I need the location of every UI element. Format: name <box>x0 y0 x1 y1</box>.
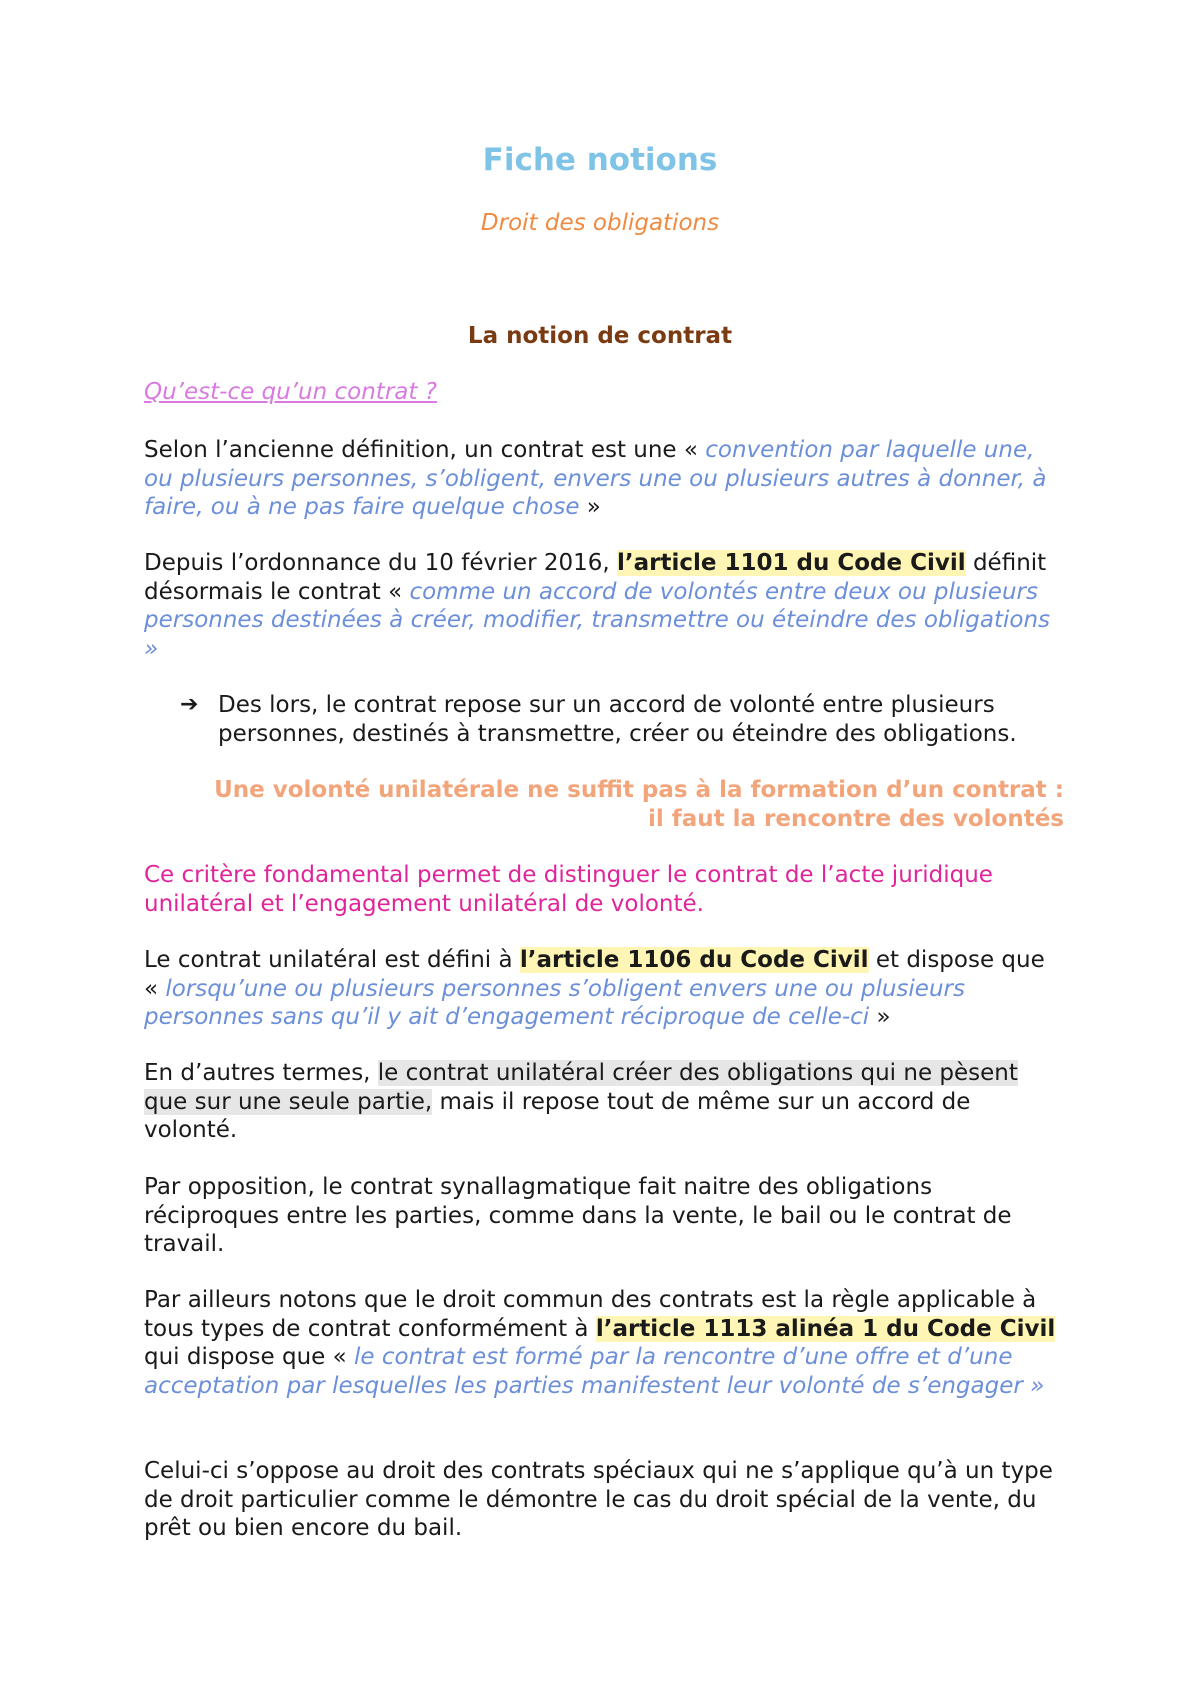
paragraph-text: Selon l’ancienne définition, un contrat est une « <box>144 437 706 463</box>
paragraph-special-contracts: Celui-ci s’oppose au droit des contrats spéciaux qui ne s’applique qu’à un type de droit particulier comme le démontre le cas du droit spécial de la vente, du prêt ou bien encore du bail. <box>144 1458 1053 1541</box>
paragraph-text: définit désormais le contrat « <box>144 550 1047 605</box>
paragraph-text: Par ailleurs notons que le droit commun des contrats est la règle applicable à tous types de contrat conformément à <box>144 1287 1037 1342</box>
section-heading: La notion de contrat <box>467 323 733 349</box>
paragraph-criterion: Ce critère fondamental permet de distinguer le contrat de l’acte juridique unilatéral et l’engagement unilatéral de volonté. <box>144 862 993 917</box>
paragraph-text: » <box>869 1004 891 1030</box>
paragraph-article-1106 <box>144 946 1064 1032</box>
arrow-bullet-item <box>180 691 1080 748</box>
quoted-definition: comme un accord de volontés entre deux ou plusieurs personnes destinées à créer, modifier, transmettre ou éteindre des obligations » <box>144 578 1051 662</box>
quoted-definition: convention par laquelle une, ou plusieurs personnes, s’obligent, envers une ou plusieurs autres à donner, à faire, ou à ne pas faire quelque chose <box>144 437 1047 520</box>
emphasis-line: Une volonté unilatérale ne suffit pas à la formation d’un contrat : <box>214 777 1064 803</box>
highlighted-article: l’article 1106 du Code Civil <box>519 947 869 973</box>
paragraph-text: Le contrat unilatéral est défini à <box>144 947 520 973</box>
paragraph-text: » <box>579 494 601 520</box>
paragraph-text: qui dispose que « <box>144 1344 354 1370</box>
highlighted-article: l’article 1101 du Code Civil <box>617 550 966 576</box>
highlighted-article: l’article 1113 alinéa 1 du Code Civil <box>595 1315 1056 1342</box>
arrow-right-icon: ➔ <box>180 692 199 717</box>
emphasis-block <box>144 776 1064 833</box>
paragraph-text: et dispose que « <box>144 947 1045 1002</box>
paragraph-text: Depuis l’ordonnance du 10 février 2016, <box>144 550 617 576</box>
paragraph-article-1101 <box>144 549 1064 663</box>
paragraph-text: En d’autres termes, <box>144 1060 378 1086</box>
gray-highlight: le contrat unilatéral créer des obligations qui ne pèsent que sur une seule partie, <box>144 1060 1018 1115</box>
emphasis-line: il faut la rencontre des volontés <box>647 805 1064 832</box>
bullet-text: Des lors, le contrat repose sur un accord de volonté entre plusieurs personnes, destinés à transmettre, créer ou éteindre des obligations. <box>218 692 1017 747</box>
paragraph-synallagmatic: Par opposition, le contrat synallagmatique fait naitre des obligations réciproques entre les parties, comme dans la vente, le bail ou le contrat de travail. <box>144 1174 1012 1257</box>
paragraph-old-definition <box>144 436 1064 522</box>
document-subtitle: Droit des obligations <box>480 210 720 236</box>
quoted-definition: le contrat est formé par la rencontre d’une offre et d’une acceptation par lesquelles les parties manifestent leur volonté de s’engager » <box>144 1344 1045 1399</box>
paragraph-text: mais il repose tout de même sur un accord de volonté. <box>144 1088 971 1143</box>
paragraph-article-1113 <box>144 1286 1064 1400</box>
paragraph-other-terms <box>144 1059 1064 1145</box>
section-question: Qu’est-ce qu’un contrat ? <box>144 379 437 405</box>
document-title: Fiche notions <box>482 142 718 178</box>
quoted-definition: lorsqu’une ou plusieurs personnes s’obligent envers une ou plusieurs personnes sans qu’il y ait d’engagement réciproque de celle-ci <box>144 975 965 1030</box>
